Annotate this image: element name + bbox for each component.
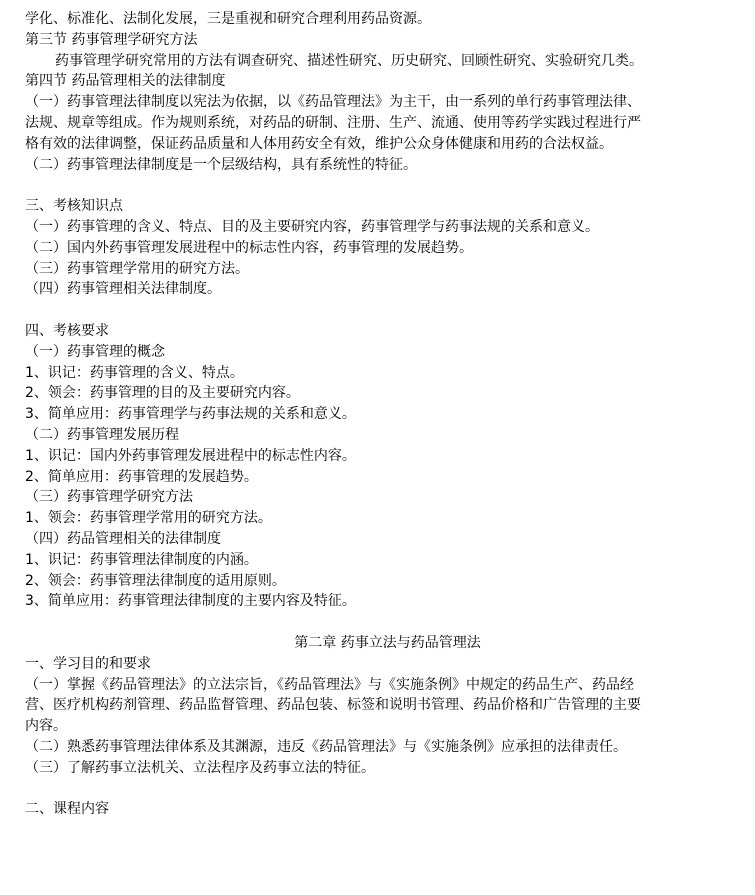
document-page (25, 9, 750, 820)
paragraph-line: 格有效的法律调整，保证药品质量和人体用药安全有效，维护公众身体健康和用药的合法权益。 (25, 135, 613, 152)
section-heading: 三、考核知识点 (25, 198, 123, 215)
section-heading: 二、课程内容 (25, 801, 109, 818)
list-item: （四）药事管理相关法律制度。 (25, 281, 221, 298)
paragraph-line: 药事管理学研究常用的方法有调查研究、描述性研究、历史研究、回顾性研究、实验研究几类。 (55, 52, 643, 69)
list-item: 1、识记：药事管理的含义、特点。 (25, 364, 244, 381)
list-item: （一）药事管理的含义、特点、目的及主要研究内容，药事管理学与药事法规的关系和意义。 (25, 218, 599, 235)
list-item: 2、领会：药事管理的目的及主要研究内容。 (25, 385, 300, 402)
paragraph-line: （二）熟悉药事管理法律体系及其渊源，违反《药品管理法》与《实施条例》应承担的法律责任。 (25, 738, 627, 755)
paragraph-line: 法规、规章等组成。作为规则系统，对药品的研制、注册、生产、流通、使用等药学实践过程进行严 (25, 114, 641, 131)
section-heading: 第三节 药事管理学研究方法 (25, 31, 198, 48)
blank-line (25, 300, 750, 321)
list-item: 2、简单应用：药事管理的发展趋势。 (25, 468, 258, 485)
paragraph-line: 营、医疗机构药剂管理、药品监督管理、药品包装、标签和说明书管理、药品价格和广告管理的主要 (25, 697, 641, 714)
paragraph-line: （一）掌握《药品管理法》的立法宗旨，《药品管理法》与《实施条例》中规定的药品生产、药品经 (25, 676, 634, 693)
paragraph-line: （一）药事管理法律制度以宪法为依据，以《药品管理法》为主干，由一系列的单行药事管理法律、 (25, 94, 641, 111)
list-item: 1、识记：药事管理法律制度的内涵。 (25, 551, 258, 568)
subsection-heading: （二）药事管理发展历程 (25, 426, 179, 443)
list-item: 1、识记：国内外药事管理发展进程中的标志性内容。 (25, 447, 356, 464)
section-heading: 一、学习目的和要求 (25, 655, 151, 672)
subsection-heading: （三）药事管理学研究方法 (25, 489, 193, 506)
list-item: 2、领会：药事管理法律制度的适用原则。 (25, 572, 286, 589)
subsection-heading: （四）药品管理相关的法律制度 (25, 530, 221, 547)
list-item: 3、简单应用：药事管理法律制度的主要内容及特征。 (25, 593, 356, 610)
blank-line (25, 778, 750, 799)
paragraph-line: 学化、标准化、法制化发展，三是重视和研究合理利用药品资源。 (25, 11, 431, 27)
subsection-heading: （一）药事管理的概念 (25, 343, 165, 360)
chapter-title: 第二章 药事立法与药品管理法 (294, 634, 481, 651)
paragraph-line: 内容。 (25, 718, 67, 735)
blank-line (25, 175, 750, 196)
list-item: 1、领会：药事管理学常用的研究方法。 (25, 510, 272, 527)
section-heading: 第四节 药品管理相关的法律制度 (25, 73, 226, 90)
list-item: （三）药事管理学常用的研究方法。 (25, 260, 249, 277)
paragraph-line: （二）药事管理法律制度是一个层级结构，具有系统性的特征。 (25, 156, 417, 173)
blank-line (25, 612, 750, 633)
list-item: 3、简单应用：药事管理学与药事法规的关系和意义。 (25, 406, 356, 423)
section-heading: 四、考核要求 (25, 322, 109, 339)
paragraph-line: （三）了解药事立法机关、立法程序及药事立法的特征。 (25, 759, 375, 776)
list-item: （二）国内外药事管理发展进程中的标志性内容，药事管理的发展趋势。 (25, 239, 473, 256)
